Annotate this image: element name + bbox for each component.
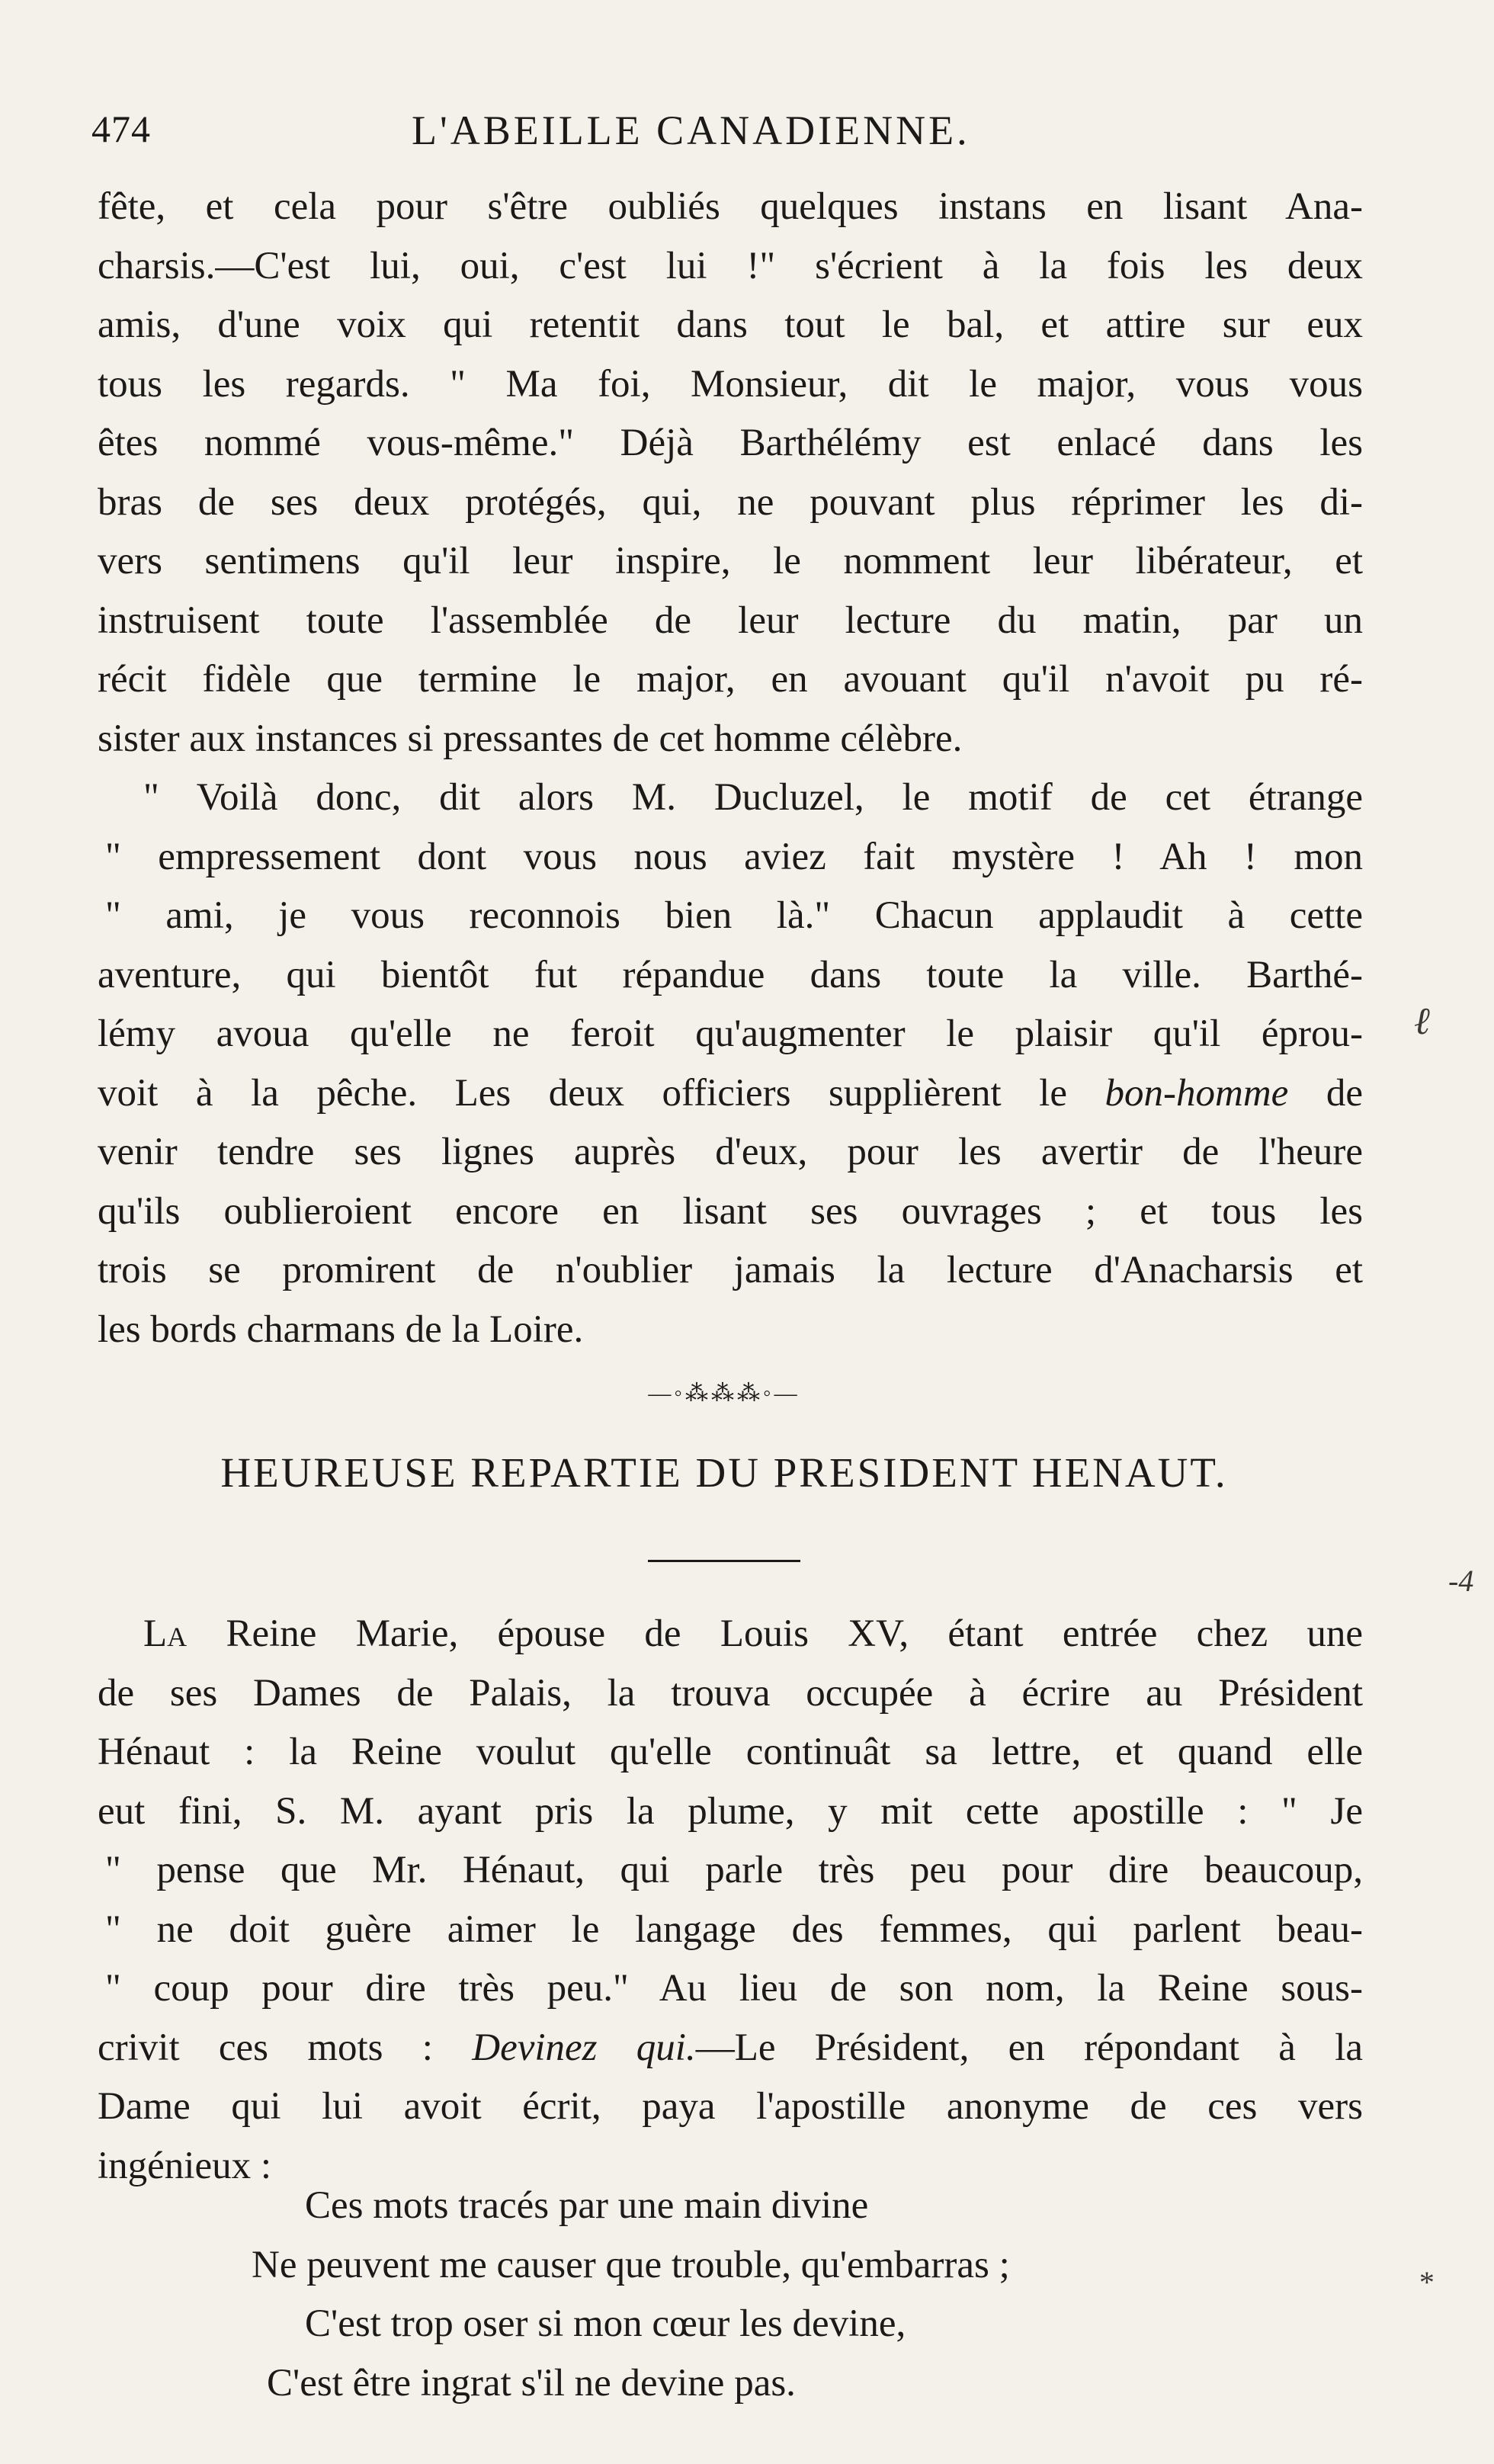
text-line: lémy avoua qu'elle ne feroit qu'augmenter le plaisir qu'il éprou- — [98, 1012, 1363, 1055]
title-rule-divider — [648, 1560, 800, 1562]
text-line: récit fidèle que termine le major, en avouant qu'il n'avoit pu ré- — [98, 658, 1363, 701]
italic-term: Devinez qui. — [472, 2026, 696, 2069]
margin-annotation: * — [1418, 2265, 1433, 2299]
text-line: ingénieux : — [98, 2144, 272, 2187]
text-line: " ne doit guère aimer le langage des femmes, qui parlent beau- — [105, 1907, 1363, 1951]
verse-line: C'est être ingrat s'il ne devine pas. — [267, 2361, 796, 2405]
text-line: " ami, je vous reconnois bien là." Chacun applaudit à cette — [105, 894, 1363, 937]
margin-annotation: -4 — [1448, 1564, 1474, 1598]
text-line: instruisent toute l'assemblée de leur lecture du matin, par un — [98, 598, 1363, 642]
verse-line: Ces mots tracés par une main divine — [305, 2184, 869, 2227]
verse-line: Ne peuvent me causer que trouble, qu'embarras ; — [252, 2243, 1010, 2286]
text-line: tous les regards. " Ma foi, Monsieur, dit le major, vous vous — [98, 362, 1363, 406]
text-line: Dame qui lui avoit écrit, paya l'apostille anonyme de ces vers — [98, 2085, 1363, 2128]
text-line: trois se promirent de n'oublier jamais la lecture d'Anacharsis et — [98, 1249, 1363, 1291]
running-title: L'ABEILLE CANADIENNE. — [412, 107, 970, 153]
text-line: charsis.—C'est lui, oui, c'est lui !" s'écrient à la fois les deux — [98, 244, 1363, 287]
running-head — [91, 107, 1387, 160]
text-line: vers sentimens qu'il leur inspire, le nomment leur libérateur, et — [98, 540, 1363, 582]
text-segment: —Le Président, en répondant à la — [695, 2026, 1364, 2069]
text-line: " pense que Mr. Hénaut, qui parle très peu pour dire beaucoup, — [105, 1849, 1363, 1891]
text-line: de ses Dames de Palais, la trouva occupée à écrire au Président — [98, 1671, 1363, 1715]
story-end-paragraph — [98, 178, 1363, 1359]
verse-line: C'est trop oser si mon cœur les devine, — [305, 2302, 906, 2345]
text-line: Hénaut : la Reine voulut qu'elle continuât sa lettre, et quand elle — [98, 1731, 1363, 1773]
text-segment: voit à la pêche. Les deux officiers supplièrent le — [98, 1071, 1067, 1115]
verse-stanza — [252, 2177, 1166, 2413]
italic-term: bon-homme — [1104, 1071, 1289, 1115]
first-word-small-caps: La — [143, 1612, 188, 1655]
margin-annotation: ℓ — [1414, 999, 1430, 1042]
text-line: fête, et cela pour s'être oubliés quelques instans en lisant Ana- — [98, 185, 1363, 228]
text-line-with-italic — [98, 2019, 1363, 2078]
anecdote-paragraph — [98, 1605, 1363, 2196]
text-line: venir tendre ses lignes auprès d'eux, pour les avertir de l'heure — [98, 1131, 1363, 1173]
section-title: HEUREUSE REPARTIE DU PRESIDENT HENAUT. — [220, 1449, 1228, 1496]
section-ornament: —◦⁂⁂⁂◦— — [648, 1381, 800, 1406]
text-line: aventure, qui bientôt fut répandue dans toute la ville. Barthé- — [98, 953, 1363, 996]
text-line-with-italic — [98, 1064, 1363, 1124]
text-line: êtes nommé vous-même." Déjà Barthélémy est enlacé dans les — [98, 422, 1363, 464]
text-line: eut fini, S. M. ayant pris la plume, y mit cette apostille : " Je — [98, 1789, 1363, 1833]
text-line: " coup pour dire très peu." Au lieu de son nom, la Reine sous- — [105, 1967, 1363, 2010]
text-line: " Voilà donc, dit alors M. Ducluzel, le motif de cet étrange — [143, 776, 1363, 819]
text-line-with-small-caps — [98, 1605, 1363, 1664]
text-line: bras de ses deux protégés, qui, ne pouvant plus réprimer les di- — [98, 480, 1363, 524]
text-line: sister aux instances si pressantes de cet homme célèbre. — [98, 717, 963, 760]
text-line: amis, d'une voix qui retentit dans tout le bal, et attire sur eux — [98, 303, 1363, 346]
text-line: les bords charmans de la Loire. — [98, 1307, 584, 1351]
text-line: " empressement dont vous nous aviez fait mystère ! Ah ! mon — [105, 835, 1363, 878]
text-line: qu'ils oublieroient encore en lisant ses ouvrages ; et tous les — [98, 1189, 1363, 1233]
text-segment: crivit ces mots : — [98, 2026, 433, 2069]
page-number: 474 — [91, 107, 151, 150]
text-segment: Reine Marie, épouse de Louis XV, étant entrée chez une — [226, 1612, 1364, 1655]
text-segment: de — [1326, 1071, 1363, 1115]
